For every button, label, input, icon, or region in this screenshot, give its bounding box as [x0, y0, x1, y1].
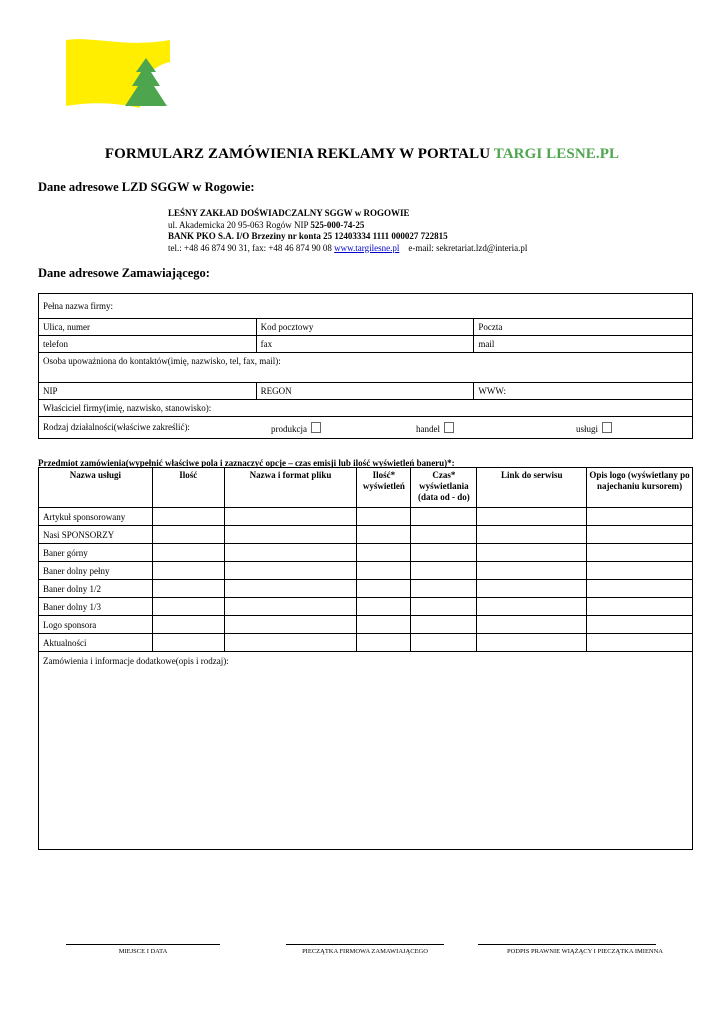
order-input-cell[interactable]: [152, 544, 224, 562]
order-input-cell[interactable]: [357, 508, 411, 526]
checkbox-icon: [311, 422, 321, 433]
order-input-cell[interactable]: [411, 526, 477, 544]
fax-field[interactable]: fax: [256, 336, 474, 353]
option-produkcja[interactable]: produkcja: [271, 422, 321, 434]
order-input-cell[interactable]: [587, 616, 693, 634]
lzd-address-block: [168, 208, 527, 254]
postal-code-field[interactable]: Kod pocztowy: [256, 319, 474, 336]
order-input-cell[interactable]: [224, 544, 357, 562]
signature-line: [66, 944, 220, 945]
service-name-cell: Baner górny: [39, 544, 153, 562]
header-impressions: Ilość* wyświetleń: [357, 468, 411, 508]
header-service-name: Nazwa usługi: [39, 468, 153, 508]
city-field[interactable]: Poczta: [474, 319, 693, 336]
order-input-cell[interactable]: [587, 562, 693, 580]
signature-label-company-stamp: PIECZĄTKA FIRMOWA ZAMAWIAJĄCEGO: [302, 948, 428, 955]
checkbox-icon: [602, 422, 612, 433]
header-quantity: Ilość: [152, 468, 224, 508]
order-input-cell[interactable]: [152, 526, 224, 544]
header-link: Link do serwisu: [477, 468, 587, 508]
order-input-cell[interactable]: [152, 598, 224, 616]
www-field[interactable]: WWW:: [474, 383, 693, 400]
lzd-bank: BANK PKO S.A. I/O Brzeziny nr konta 25 12403334 1111 000027 722815: [168, 231, 448, 241]
order-input-cell[interactable]: [224, 562, 357, 580]
order-input-cell[interactable]: [411, 616, 477, 634]
order-input-cell[interactable]: [152, 616, 224, 634]
signature-label-legal-signature: PODPIS PRAWNIE WIĄŻĄCY I PIECZĄTKA IMIENNA: [506, 948, 664, 955]
lzd-name: LEŚNY ZAKŁAD DOŚWIADCZALNY SGGW w ROGOWIE: [168, 208, 410, 218]
order-input-cell[interactable]: [224, 598, 357, 616]
contact-person-field[interactable]: Osoba upoważniona do kontaktów(imię, nazwisko, tel, fax, mail):: [39, 353, 693, 383]
service-name-cell: Baner dolny 1/2: [39, 580, 153, 598]
service-name-cell: Baner dolny 1/3: [39, 598, 153, 616]
order-input-cell[interactable]: [411, 634, 477, 652]
order-input-cell[interactable]: [357, 580, 411, 598]
checkbox-icon: [444, 422, 454, 433]
service-name-cell: Nasi SPONSORZY: [39, 526, 153, 544]
table-row: [39, 598, 693, 616]
order-input-cell[interactable]: [152, 634, 224, 652]
order-input-cell[interactable]: [411, 508, 477, 526]
street-field[interactable]: Ulica, numer: [39, 319, 257, 336]
order-input-cell[interactable]: [411, 598, 477, 616]
table-row: [39, 616, 693, 634]
order-input-cell[interactable]: [224, 580, 357, 598]
title-accent: TARGI LESNE.PL: [493, 146, 620, 162]
table-row: [39, 580, 693, 598]
header-logo-description: Opis logo (wyświetlany po najechaniu kursorem): [587, 468, 693, 508]
order-input-cell[interactable]: [477, 562, 587, 580]
activity-row: [39, 417, 693, 439]
order-input-cell[interactable]: [357, 634, 411, 652]
regon-field[interactable]: REGON: [256, 383, 474, 400]
order-caption: Przedmiot zamówienia(wypełnić właściwe pola i zaznaczyć opcje – czas emisji lub ilość wyświetleń baneru)*:: [38, 458, 455, 468]
order-input-cell[interactable]: [477, 544, 587, 562]
tree-logo: [64, 36, 172, 108]
signature-line: [286, 944, 444, 945]
order-input-cell[interactable]: [224, 616, 357, 634]
table-row: [39, 544, 693, 562]
owner-field[interactable]: Właściciel firmy(imię, nazwisko, stanowisko):: [39, 400, 693, 417]
signature-line: [478, 944, 656, 945]
order-input-cell[interactable]: [477, 616, 587, 634]
website-link[interactable]: www.targilesne.pl: [334, 242, 400, 253]
order-input-cell[interactable]: [152, 508, 224, 526]
order-table: [38, 467, 693, 850]
service-name-cell: Artykuł sponsorowany: [39, 508, 153, 526]
option-handel[interactable]: handel: [416, 422, 454, 434]
order-input-cell[interactable]: [587, 580, 693, 598]
order-input-cell[interactable]: [224, 634, 357, 652]
order-input-cell[interactable]: [152, 562, 224, 580]
order-input-cell[interactable]: [587, 526, 693, 544]
additional-info-field[interactable]: Zamówienia i informacje dodatkowe(opis i rodzaj):: [39, 652, 693, 850]
order-input-cell[interactable]: [411, 562, 477, 580]
table-row: [39, 634, 693, 652]
order-input-cell[interactable]: [477, 634, 587, 652]
order-input-cell[interactable]: [224, 508, 357, 526]
order-input-cell[interactable]: [357, 526, 411, 544]
order-input-cell[interactable]: [477, 598, 587, 616]
page-title: FORMULARZ ZAMÓWIENIA REKLAMY W PORTALU TARGI LESNE.PL: [104, 146, 620, 162]
order-input-cell[interactable]: [411, 544, 477, 562]
order-input-cell[interactable]: [587, 634, 693, 652]
table-row: [39, 562, 693, 580]
lzd-address: ul. Akademicka 20 95-063 Rogów NIP 525-000-74-25: [168, 219, 365, 230]
full-name-field[interactable]: Pełna nazwa firmy:: [39, 294, 693, 319]
service-name-cell: Logo sponsora: [39, 616, 153, 634]
order-input-cell[interactable]: [587, 508, 693, 526]
header-display-time: Czas* wyświetlania (data od - do): [411, 468, 477, 508]
client-data-table: [38, 293, 693, 439]
signature-label-place-date: MIEJSCE I DATA: [118, 948, 168, 955]
lzd-contact: tel.: +48 46 874 90 31, fax: +48 46 874 90 08 www.targilesne.pl e-mail: sekretariat.lzd@interia.pl: [168, 242, 528, 253]
order-input-cell[interactable]: [477, 580, 587, 598]
table-row: [39, 526, 693, 544]
nip-field[interactable]: NIP: [39, 383, 257, 400]
order-input-cell[interactable]: [477, 526, 587, 544]
order-input-cell[interactable]: [587, 598, 693, 616]
lzd-heading: Dane adresowe LZD SGGW w Rogowie:: [38, 180, 255, 194]
client-heading: Dane adresowe Zamawiającego:: [38, 266, 210, 280]
order-input-cell[interactable]: [357, 562, 411, 580]
service-name-cell: Aktualności: [39, 634, 153, 652]
order-input-cell[interactable]: [152, 580, 224, 598]
order-input-cell[interactable]: [477, 508, 587, 526]
order-input-cell[interactable]: [411, 580, 477, 598]
mail-field[interactable]: mail: [474, 336, 693, 353]
phone-field[interactable]: telefon: [39, 336, 257, 353]
order-input-cell[interactable]: [357, 544, 411, 562]
order-input-cell[interactable]: [357, 598, 411, 616]
order-input-cell[interactable]: [357, 616, 411, 634]
service-name-cell: Baner dolny pełny: [39, 562, 153, 580]
header-file: Nazwa i format pliku: [224, 468, 357, 508]
option-uslugi[interactable]: usługi: [576, 422, 612, 434]
activity-label: Rodzaj działalności(właściwe zakreślić):: [43, 421, 190, 432]
order-input-cell[interactable]: [587, 544, 693, 562]
table-row: [39, 508, 693, 526]
order-input-cell[interactable]: [224, 526, 357, 544]
